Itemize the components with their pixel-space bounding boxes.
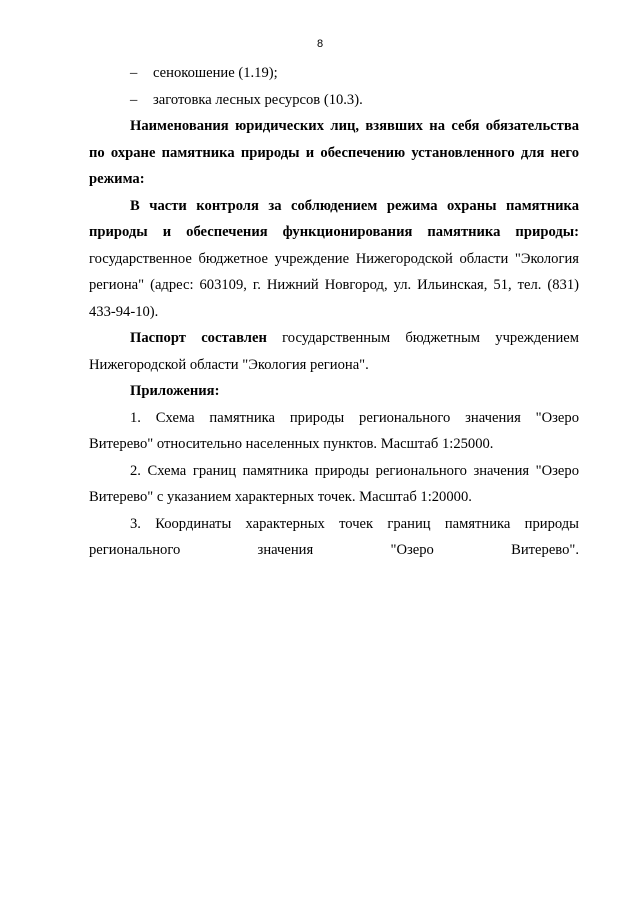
control-body: государственное бюджетное учреждение Нижегородской области "Экология региона" (адрес: 603109, г. Нижний Новгород, ул. Ильинская, 51, тел. (831) 433-94-10). <box>89 250 579 320</box>
passport-label: Паспорт составлен <box>130 330 267 346</box>
passport-body: государственным бюджетным учреждением Нижегородской области "Экология региона". <box>89 330 579 373</box>
appendix-item: 3. Координаты характерных точек границ памятника природы регионального значения "Озеро Витерево". <box>89 515 579 558</box>
list-item-text: сенокошение (1.19); <box>153 65 278 81</box>
list-dash: – <box>130 91 138 108</box>
list-dash: – <box>130 65 138 81</box>
list-item-text: заготовка лесных ресурсов (10.3). <box>153 91 363 108</box>
list-item <box>89 87 579 114</box>
appendix-item: 1. Схема памятника природы регионального значения "Озеро Витерево" относительно населенных пунктов. Масштаб 1:25000. <box>89 409 579 452</box>
appendix-item: 2. Схема границ памятника природы регионального значения "Озеро Витерево" с указанием характерных точек. Масштаб 1:20000. <box>89 462 579 505</box>
appendices-heading: Приложения: <box>130 383 220 399</box>
passport-paragraph <box>89 325 579 378</box>
document-body <box>89 60 579 564</box>
list-item <box>89 60 579 87</box>
legal-entities-heading: Наименования юридических лиц, взявших на себя обязательства по охране памятника природы и обеспечению установленного для него режима: <box>89 118 579 187</box>
page-number: 8 <box>316 38 324 50</box>
control-heading: В части контроля за соблюдением режима охраны памятника природы и обеспечения функционирования памятника природы: <box>89 197 579 240</box>
control-paragraph <box>89 193 579 326</box>
